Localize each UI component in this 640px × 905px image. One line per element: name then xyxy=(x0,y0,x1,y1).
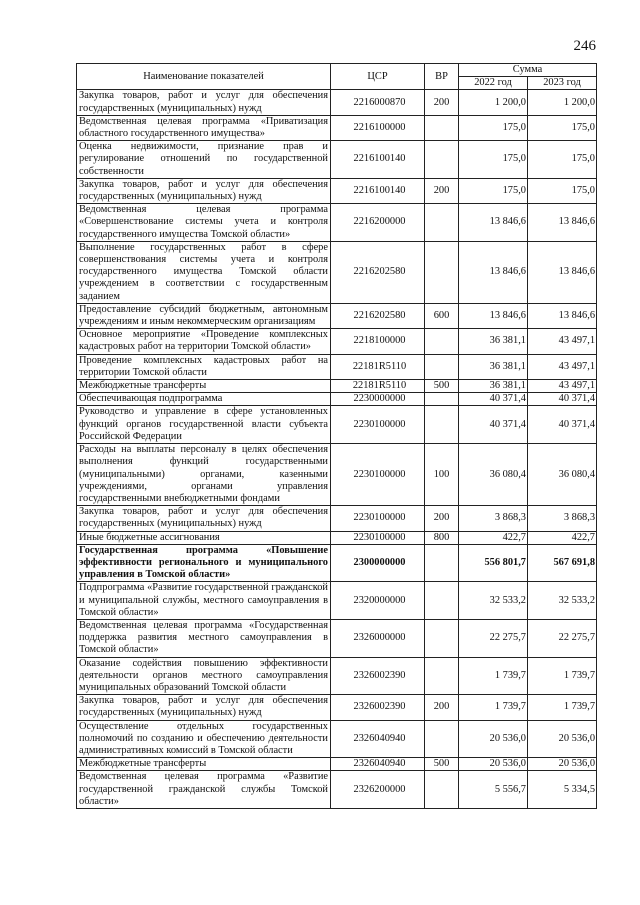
header-vr: ВР xyxy=(425,64,459,90)
row-name: Ведомственная целевая программа «Совершенствование системы учета и контроля государственного имущества Томской области» xyxy=(77,204,331,242)
row-value-2022: 40 371,4 xyxy=(459,406,528,444)
row-value-2023: 40 371,4 xyxy=(528,406,597,444)
header-csr: ЦСР xyxy=(331,64,425,90)
row-value-2022: 36 381,1 xyxy=(459,354,528,379)
row-value-2023: 175,0 xyxy=(528,178,597,203)
row-vr xyxy=(425,354,459,379)
row-name: Иные бюджетные ассигнования xyxy=(77,531,331,544)
row-vr: 200 xyxy=(425,90,459,115)
row-value-2022: 175,0 xyxy=(459,115,528,140)
table-row xyxy=(77,178,597,203)
row-value-2022: 175,0 xyxy=(459,141,528,179)
row-name: Выполнение государственных работ в сфере совершенствования системы учета и контроля государственного имущества Томской области учреждением в соответствии с государственным заданием xyxy=(77,241,331,303)
table-row xyxy=(77,720,597,758)
table-row xyxy=(77,619,597,657)
row-value-2023: 40 371,4 xyxy=(528,393,597,406)
row-name: Закупка товаров, работ и услуг для обеспечения государственных (муниципальных) нужд xyxy=(77,695,331,720)
row-value-2023: 36 080,4 xyxy=(528,444,597,506)
table-row xyxy=(77,444,597,506)
row-value-2022: 36 080,4 xyxy=(459,444,528,506)
row-value-2023: 1 739,7 xyxy=(528,695,597,720)
row-name: Межбюджетные трансферты xyxy=(77,380,331,393)
header-2023: 2023 год xyxy=(528,77,597,90)
row-csr: 2216100000 xyxy=(331,115,425,140)
row-vr: 200 xyxy=(425,506,459,531)
row-name: Оценка недвижимости, признание прав и регулирование отношений по государственной собственности xyxy=(77,141,331,179)
row-csr: 22181R5110 xyxy=(331,354,425,379)
row-csr: 2326200000 xyxy=(331,771,425,809)
row-value-2023: 43 497,1 xyxy=(528,354,597,379)
row-name: Ведомственная целевая программа «Развитие государственной гражданской службы Томской области» xyxy=(77,771,331,809)
table-row xyxy=(77,531,597,544)
table-row xyxy=(77,380,597,393)
row-vr xyxy=(425,115,459,140)
table-row xyxy=(77,354,597,379)
row-value-2022: 36 381,1 xyxy=(459,380,528,393)
row-name: Ведомственная целевая программа «Приватизация областного государственного имущества» xyxy=(77,115,331,140)
row-value-2022: 1 739,7 xyxy=(459,657,528,695)
row-name: Обеспечивающая подпрограмма xyxy=(77,393,331,406)
row-csr: 2326040940 xyxy=(331,758,425,771)
table-row xyxy=(77,582,597,620)
row-value-2022: 13 846,6 xyxy=(459,303,528,328)
row-value-2022: 13 846,6 xyxy=(459,241,528,303)
row-name: Оказание содействия повышению эффективности деятельности органов местного самоуправления муниципальных образований Томской области xyxy=(77,657,331,695)
row-value-2023: 20 536,0 xyxy=(528,758,597,771)
table-row xyxy=(77,544,597,582)
row-value-2022: 422,7 xyxy=(459,531,528,544)
row-vr xyxy=(425,241,459,303)
row-vr xyxy=(425,657,459,695)
row-value-2023: 175,0 xyxy=(528,141,597,179)
row-vr xyxy=(425,329,459,354)
row-csr: 2326040940 xyxy=(331,720,425,758)
row-name: Закупка товаров, работ и услуг для обеспечения государственных (муниципальных) нужд xyxy=(77,178,331,203)
row-vr xyxy=(425,619,459,657)
row-value-2023: 1 200,0 xyxy=(528,90,597,115)
row-csr: 2216100140 xyxy=(331,178,425,203)
row-name: Предоставление субсидий бюджетным, автономным учреждениям и иным некоммерческим организациям xyxy=(77,303,331,328)
row-csr: 2230100000 xyxy=(331,531,425,544)
table-row xyxy=(77,657,597,695)
row-csr: 2300000000 xyxy=(331,544,425,582)
row-csr: 2326002390 xyxy=(331,695,425,720)
row-vr: 200 xyxy=(425,695,459,720)
table-row xyxy=(77,758,597,771)
table-row xyxy=(77,303,597,328)
row-vr xyxy=(425,204,459,242)
row-vr xyxy=(425,406,459,444)
row-csr: 2230100000 xyxy=(331,444,425,506)
table-body xyxy=(77,90,597,809)
row-value-2023: 22 275,7 xyxy=(528,619,597,657)
row-vr: 100 xyxy=(425,444,459,506)
table-row xyxy=(77,329,597,354)
row-csr: 2216202580 xyxy=(331,303,425,328)
row-value-2022: 22 275,7 xyxy=(459,619,528,657)
row-value-2022: 175,0 xyxy=(459,178,528,203)
row-vr xyxy=(425,720,459,758)
row-value-2022: 5 556,7 xyxy=(459,771,528,809)
row-name: Осуществление отдельных государственных полномочий по созданию и обеспечению деятельности административных комиссий в Томской области xyxy=(77,720,331,758)
table-row xyxy=(77,241,597,303)
row-value-2022: 1 200,0 xyxy=(459,90,528,115)
row-name: Государственная программа «Повышение эффективности регионального и муниципального управления в Томской области» xyxy=(77,544,331,582)
row-csr: 2326000000 xyxy=(331,619,425,657)
row-csr: 22181R5110 xyxy=(331,380,425,393)
row-vr: 500 xyxy=(425,380,459,393)
row-vr: 600 xyxy=(425,303,459,328)
header-name: Наименование показателей xyxy=(77,64,331,90)
row-name: Руководство и управление в сфере установленных функций органов государственной власти субъекта Российской Федерации xyxy=(77,406,331,444)
row-vr xyxy=(425,544,459,582)
table-row xyxy=(77,406,597,444)
row-value-2023: 175,0 xyxy=(528,115,597,140)
row-value-2023: 567 691,8 xyxy=(528,544,597,582)
row-vr xyxy=(425,141,459,179)
header-2022: 2022 год xyxy=(459,77,528,90)
row-value-2023: 1 739,7 xyxy=(528,657,597,695)
table-row xyxy=(77,506,597,531)
header-sum: Сумма xyxy=(459,64,597,77)
table-row xyxy=(77,90,597,115)
table-row xyxy=(77,115,597,140)
row-csr: 2320000000 xyxy=(331,582,425,620)
table-row xyxy=(77,695,597,720)
row-vr xyxy=(425,393,459,406)
row-value-2023: 13 846,6 xyxy=(528,204,597,242)
table-row xyxy=(77,204,597,242)
table-row xyxy=(77,771,597,809)
page-number: 246 xyxy=(573,38,596,54)
row-vr xyxy=(425,771,459,809)
row-vr: 500 xyxy=(425,758,459,771)
row-value-2022: 556 801,7 xyxy=(459,544,528,582)
row-name: Расходы на выплаты персоналу в целях обеспечения выполнения функций государственными (муниципальными) органами, казенными учреждениями, органами управления государственными внебюджетными фондами xyxy=(77,444,331,506)
row-value-2022: 3 868,3 xyxy=(459,506,528,531)
row-csr: 2216000870 xyxy=(331,90,425,115)
row-value-2022: 13 846,6 xyxy=(459,204,528,242)
row-name: Межбюджетные трансферты xyxy=(77,758,331,771)
row-csr: 2216100140 xyxy=(331,141,425,179)
row-value-2023: 422,7 xyxy=(528,531,597,544)
row-vr: 800 xyxy=(425,531,459,544)
row-value-2022: 1 739,7 xyxy=(459,695,528,720)
row-csr: 2218100000 xyxy=(331,329,425,354)
row-value-2023: 43 497,1 xyxy=(528,380,597,393)
row-name: Проведение комплексных кадастровых работ на территории Томской области xyxy=(77,354,331,379)
row-value-2023: 5 334,5 xyxy=(528,771,597,809)
row-value-2022: 40 371,4 xyxy=(459,393,528,406)
row-value-2023: 13 846,6 xyxy=(528,241,597,303)
row-vr: 200 xyxy=(425,178,459,203)
row-value-2023: 13 846,6 xyxy=(528,303,597,328)
row-csr: 2216202580 xyxy=(331,241,425,303)
row-name: Закупка товаров, работ и услуг для обеспечения государственных (муниципальных) нужд xyxy=(77,506,331,531)
row-vr xyxy=(425,582,459,620)
row-value-2023: 43 497,1 xyxy=(528,329,597,354)
row-name: Подпрограмма «Развитие государственной гражданской и муниципальной службы, местного самоуправления в Томской области» xyxy=(77,582,331,620)
row-value-2022: 36 381,1 xyxy=(459,329,528,354)
row-csr: 2326002390 xyxy=(331,657,425,695)
row-csr: 2230100000 xyxy=(331,506,425,531)
row-value-2023: 3 868,3 xyxy=(528,506,597,531)
budget-table xyxy=(76,63,597,809)
row-csr: 2230000000 xyxy=(331,393,425,406)
row-csr: 2230100000 xyxy=(331,406,425,444)
table-row xyxy=(77,141,597,179)
row-value-2023: 20 536,0 xyxy=(528,720,597,758)
row-value-2022: 32 533,2 xyxy=(459,582,528,620)
row-name: Основное мероприятие «Проведение комплексных кадастровых работ на территории Томской области» xyxy=(77,329,331,354)
row-value-2023: 32 533,2 xyxy=(528,582,597,620)
row-name: Ведомственная целевая программа «Государственная поддержка развития местного самоуправления в Томской области» xyxy=(77,619,331,657)
row-csr: 2216200000 xyxy=(331,204,425,242)
row-value-2022: 20 536,0 xyxy=(459,720,528,758)
table-row xyxy=(77,393,597,406)
row-value-2022: 20 536,0 xyxy=(459,758,528,771)
row-name: Закупка товаров, работ и услуг для обеспечения государственных (муниципальных) нужд xyxy=(77,90,331,115)
